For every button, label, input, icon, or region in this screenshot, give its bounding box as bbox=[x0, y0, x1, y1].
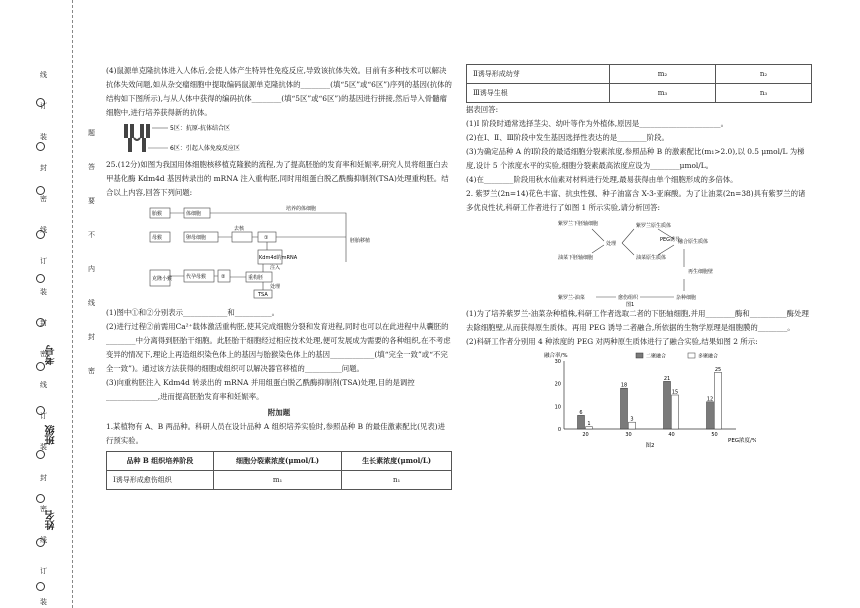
fig1-d: 油菜原生质体 bbox=[636, 255, 667, 261]
bar bbox=[578, 415, 585, 429]
binding-hole bbox=[36, 450, 45, 459]
data-label: 3 bbox=[630, 416, 634, 423]
extra-title: 附加题 bbox=[267, 408, 291, 417]
binding-char: 装 bbox=[40, 598, 47, 606]
legend-swatch bbox=[688, 353, 695, 358]
answer-4: (4)在________阶段用秋水仙素对材料进行处理,最易获得由单个细胞形成的多倍体。 bbox=[466, 175, 738, 184]
flow-mrna: Kdm4d的mRNA bbox=[259, 255, 298, 261]
fig1-callus: 愈伤组织 bbox=[618, 295, 639, 301]
flow-transfer: 胚胎移植 bbox=[350, 238, 371, 244]
binding-char: 封 bbox=[40, 319, 47, 327]
x-tick-label: 50 bbox=[711, 432, 718, 438]
data-label: 25 bbox=[714, 366, 722, 373]
binding-char: 线 bbox=[40, 536, 47, 544]
table-cell: Ⅱ诱导形成幼芽 bbox=[467, 65, 610, 84]
binding-char: 订 bbox=[40, 567, 47, 575]
answer-2: (2)在Ⅰ、Ⅱ、Ⅲ阶段中发生基因选择性表达的是________阶段。 bbox=[466, 133, 669, 142]
hormone-table-part1 bbox=[106, 451, 452, 490]
binding-char: 密 bbox=[40, 505, 47, 513]
flow-oocyte: 卵母细胞 bbox=[186, 235, 207, 241]
fig1-peg: PEG诱导 bbox=[660, 237, 681, 243]
table-cell: m₃ bbox=[610, 84, 716, 103]
region5-label: 5区：抗原-抗体结合区 bbox=[170, 125, 230, 132]
binding-hint-char: 要 bbox=[88, 197, 95, 205]
binding-char: 密 bbox=[40, 350, 47, 358]
fusion-flow-svg bbox=[556, 215, 756, 307]
bar bbox=[715, 372, 722, 429]
binding-hint-char: 封 bbox=[88, 333, 95, 341]
x-tick-label: 20 bbox=[582, 432, 589, 438]
y-tick-label: 0 bbox=[557, 427, 561, 433]
table-cell: n₂ bbox=[716, 65, 812, 84]
flow-inject: 注入 bbox=[270, 265, 281, 271]
class-label: 班级 bbox=[46, 425, 57, 445]
question-2-intro: 2. 紫罗兰(2n=14)花色丰富、抗虫性强、种子油富含 X-3-亚麻酸。为了让油菜(2n=38)具有紫罗兰的诸多优良性状,科研工作者进行了如图 1 所示实验,请分析回答: bbox=[466, 189, 806, 212]
binding-hint-char: 不 bbox=[88, 231, 95, 239]
flow-remove: 去核 bbox=[234, 226, 245, 232]
question-25-intro: 25.(12分)如图为我国用体细胞核移植克隆猴的流程,为了提高胚胎的发育率和妊娠率,研究人员将组蛋白去甲基化酶 Kdm4d 基因转录出的 mRNA 注入重构胚,同时用组蛋白脱乙酰酶抑制剂(TSA)处理重构胚。结合以上内容,回答下列问题: bbox=[106, 160, 449, 197]
binding-hole bbox=[36, 186, 45, 195]
binding-char: 密 bbox=[40, 195, 47, 203]
binding-char: 封 bbox=[40, 164, 47, 172]
fusion-flowchart bbox=[556, 215, 812, 307]
fig1-hybrid: 杂种细胞 bbox=[676, 295, 697, 301]
binding-hole bbox=[36, 582, 45, 591]
binding-char: 订 bbox=[40, 412, 47, 420]
legend-label: 多聚融合 bbox=[698, 353, 719, 360]
id-label: 考号 bbox=[46, 345, 57, 365]
y-tick-label: 30 bbox=[554, 359, 561, 365]
fig1-plant: 紫罗兰-油菜 bbox=[558, 295, 585, 301]
table-cell: Ⅲ诱导生根 bbox=[467, 84, 610, 103]
legend-label: 二聚融合 bbox=[646, 353, 667, 360]
table-head-cytokinin: 细胞分裂素浓度(μmol/L) bbox=[213, 452, 341, 471]
flow-cultured: 培养的体细胞 bbox=[286, 206, 317, 212]
figure-caption: 图2 bbox=[645, 443, 655, 449]
peg-fusion-chart bbox=[536, 349, 756, 449]
flow-reconst: 重构胚 bbox=[248, 275, 264, 281]
flow-clone: 克隆小猴 bbox=[152, 276, 173, 282]
data-label: 21 bbox=[663, 375, 671, 382]
data-label: 18 bbox=[620, 382, 628, 389]
x-axis-label: PEG浓度/% bbox=[728, 438, 756, 444]
flow-box2: ② bbox=[221, 274, 226, 280]
binding-hole bbox=[36, 494, 45, 503]
table-row bbox=[467, 65, 812, 84]
question-2-2: (2)科研工作者分别用 4 种浓度的 PEG 对两种原生质体进行了融合实验,结果如图 2 所示: bbox=[466, 337, 758, 346]
fig1-c: 紫罗兰原生质体 bbox=[636, 223, 672, 229]
question-25-2: (2)进行过程②前需用Ca²⁺载体激活重构胚,使其完成细胞分裂和发育进程,同时也可以在此进程中从囊胚的________中分离得到胚胎干细胞。此胚胎干细胞经过相应技术处理,便可发展成为需要的各种组织,在不考虑变异的情况下,理论上再造组织染色体上的基因与胎猴染色体上的基因____________(填“完全一致”或“不完全一致”)。通过该方法获得的细胞或组织可以解决器官移植的__________问题。 bbox=[106, 322, 451, 373]
flow-process: 处理 bbox=[270, 284, 281, 290]
binding-margin bbox=[0, 0, 95, 608]
data-label: 1 bbox=[587, 421, 591, 428]
binding-hint-char: 内 bbox=[88, 265, 95, 273]
binding-char: 线 bbox=[40, 226, 47, 234]
binding-char: 线 bbox=[40, 71, 47, 79]
legend-swatch bbox=[636, 353, 643, 358]
binding-hole bbox=[36, 142, 45, 151]
binding-char: 订 bbox=[40, 257, 47, 265]
fig1-caption: 图1 bbox=[626, 302, 635, 307]
answer-1: (1)Ⅰ 阶段时通常选择茎尖、幼叶等作为外植体,原因是______________________。 bbox=[466, 119, 728, 128]
antibody-structure-figure bbox=[106, 122, 306, 158]
name-label: 姓名 bbox=[46, 510, 57, 530]
table-cell: n₃ bbox=[716, 84, 812, 103]
binding-hint-char: 答 bbox=[88, 163, 95, 171]
binding-char: 订 bbox=[40, 102, 47, 110]
binding-hole bbox=[36, 274, 45, 283]
binding-dashed-line bbox=[72, 0, 73, 608]
flow-box1: ① bbox=[264, 235, 269, 241]
binding-char: 装 bbox=[40, 133, 47, 141]
table-row bbox=[467, 84, 812, 103]
binding-char: 线 bbox=[40, 381, 47, 389]
y-axis-label: 融合率/% bbox=[544, 353, 568, 359]
table-head-stage: 品种 B 组织培养阶段 bbox=[107, 452, 214, 471]
fig1-b: 油菜下胚轴细胞 bbox=[558, 255, 594, 261]
answer-3: (3)为确定品种 A 的Ⅰ阶段的最适细胞分裂素浓度,参照品种 B 的激素配比(m₁>2.0),以 0.5 μmol/L 为梯度,设计 5 个浓度水平的实验,细胞分裂素最高浓度应设为________μmol/L。 bbox=[466, 147, 805, 170]
flow-tsa: TSA bbox=[258, 292, 268, 298]
table-cell: n₁ bbox=[342, 471, 452, 490]
bar bbox=[664, 381, 671, 429]
binding-hint-char: 题 bbox=[88, 129, 95, 137]
x-tick-label: 30 bbox=[625, 432, 632, 438]
flow-mother: 母猴 bbox=[152, 235, 163, 241]
x-tick-label: 40 bbox=[668, 432, 675, 438]
binding-hint-char: 线 bbox=[88, 299, 95, 307]
binding-hint-char: 密 bbox=[88, 367, 95, 375]
question-2-1: (1)为了培养紫罗兰-油菜杂种植株,科研工作者选取二者的下胚轴细胞,并用________酶和__________酶处理去除细胞壁,从而获得原生质体。再用 PEG 诱导二者融合,所依据的生物学原理是细胞膜的________。 bbox=[466, 309, 809, 332]
question-25-1: (1)图中①和②分别表示____________和__________。 bbox=[106, 308, 280, 317]
flow-somatic: 胎猴 bbox=[152, 211, 163, 217]
flow-surrogate: 代孕母猴 bbox=[186, 274, 207, 280]
question-4: (4)鼠源单克隆抗体进入人体后,会使人体产生特异性免疫反应,导致该抗体失效。目前有多种技术可以解决抗体失效问题,如从杂交瘤细胞中提取编码鼠源单克隆抗体的________(填“5区”或“6区”)序列的基因(抗体的结构如下图所示),与从人体中获得的编码抗体________(填“5区”或“6区”)的基因进行拼接,然后导入骨髓瘤细胞中,进行培养获得新的抗体。 bbox=[106, 66, 452, 117]
bar bbox=[707, 402, 714, 429]
peg-chart bbox=[536, 349, 812, 454]
binding-char: 装 bbox=[40, 288, 47, 296]
fig1-proc: 处理 bbox=[606, 241, 617, 247]
table-cell: m₂ bbox=[610, 65, 716, 84]
binding-char: 封 bbox=[40, 474, 47, 482]
table-cell: Ⅰ诱导形成愈伤组织 bbox=[107, 471, 214, 490]
binding-char: 装 bbox=[40, 443, 47, 451]
question-25-3: (3)向重构胚注入 Kdm4d 转录出的 mRNA 并用组蛋白脱乙酰酶抑制剂(TSA)处理,目的是调控______________,进而提高胚胎发育率和妊娠率。 bbox=[106, 378, 415, 401]
data-label: 15 bbox=[671, 389, 679, 396]
bar bbox=[672, 395, 679, 429]
region6-label: 6区：引起人体免疫反应区 bbox=[170, 145, 240, 152]
right-column bbox=[466, 64, 812, 454]
answer-lead: 据表回答: bbox=[466, 105, 499, 114]
table-row bbox=[107, 471, 452, 490]
cloning-flow-svg bbox=[146, 202, 386, 302]
cloning-flowchart bbox=[146, 202, 452, 302]
extra-question-1: 1.某植物有 A、B 两品种。科研人员在设计品种 A 组织培养实验时,参照品种 B 的最佳激素配比(见表)进行预实验。 bbox=[106, 422, 446, 445]
data-label: 6 bbox=[579, 409, 583, 416]
data-label: 12 bbox=[706, 396, 714, 403]
hormone-table-part2 bbox=[466, 64, 812, 103]
y-tick-label: 10 bbox=[554, 404, 561, 411]
fig1-regen: 再生细胞壁 bbox=[688, 269, 714, 275]
flow-fibro: 体细胞 bbox=[186, 211, 202, 217]
table-head-auxin: 生长素浓度(μmol/L) bbox=[342, 452, 452, 471]
fig1-a: 紫罗兰下胚轴细胞 bbox=[558, 221, 599, 227]
fig1-fuse: 融合原生质体 bbox=[678, 239, 709, 245]
bar bbox=[629, 422, 636, 429]
table-cell: m₁ bbox=[213, 471, 341, 490]
antibody-diagram bbox=[106, 122, 452, 158]
y-tick-label: 20 bbox=[554, 381, 561, 388]
left-column bbox=[106, 64, 452, 490]
bar bbox=[621, 388, 628, 429]
